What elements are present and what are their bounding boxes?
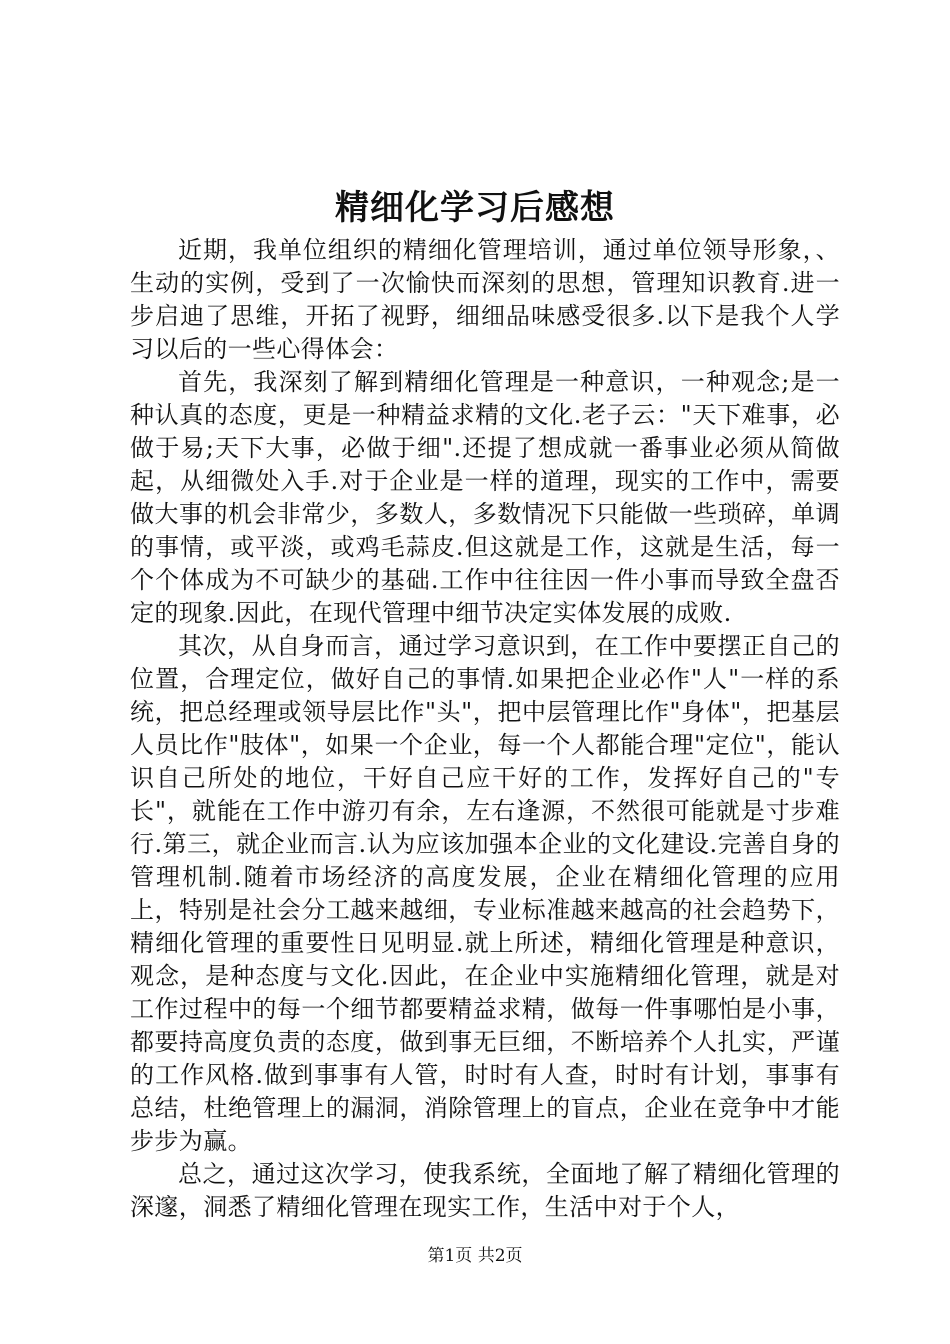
paragraph-first-point: 首先，我深刻了解到精细化管理是一种意识，一种观念;是一种认真的态度，更是一种精益求精的文化.老子云："天下难事，必做于易;天下大事，必做于细".还提了想成就一番事业必须从简做起，从细微处入手.对于企业是一样的道理，现实的工作中，需要做大事的机会非常少，多数人，多数情况下只能做一些琐碎，单调的事情，或平淡，或鸡毛蒜皮.但这就是工作，这就是生活，每一个个体成为不可缺少的基础.工作中往往因一件小事而导致全盘否定的现象.因此，在现代管理中细节决定实体发展的成败. bbox=[130, 368, 840, 627]
document-body bbox=[130, 234, 840, 1224]
paragraph-conclusion: 总之，通过这次学习，使我系统，全面地了解了精细化管理的深邃，洞悉了精细化管理在现实工作，生活中对于个人， bbox=[130, 1160, 840, 1221]
page-number-footer: 第1页 共2页 bbox=[427, 1246, 523, 1266]
document-title: 精细化学习后感想 bbox=[335, 188, 615, 228]
paragraph-intro: 近期，我单位组织的精细化管理培训，通过单位领导形象，、生动的实例，受到了一次愉快而深刻的思想，管理知识教育.进一步启迪了思维，开拓了视野，细细品味感受很多.以下是我个人学习以后的一些心得体会： bbox=[130, 236, 840, 363]
paragraph-second-point: 其次，从自身而言，通过学习意识到，在工作中要摆正自己的位置，合理定位，做好自己的事情.如果把企业必作"人"一样的系统，把总经理或领导层比作"头"，把中层管理比作"身体"，把基层人员比作"肢体"，如果一个企业，每一个人都能合理"定位"，能认识自己所处的地位，干好自己应干好的工作，发挥好自己的"专长"，就能在工作中游刃有余，左右逢源，不然很可能就是寸步难行.第三，就企业而言.认为应该加强本企业的文化建设.完善自身的管理机制.随着市场经济的高度发展，企业在精细化管理的应用上，特别是社会分工越来越细，专业标准越来越高的社会趋势下，精细化管理的重要性日见明显.就上所述，精细化管理是种意识，观念，是种态度与文化.因此，在企业中实施精细化管理，就是对工作过程中的每一个细节都要精益求精，做每一件事哪怕是小事，都要持高度负责的态度，做到事无巨细，不断培养个人扎实，严谨的工作风格.做到事事有人管，时时有人查，时时有计划，事事有总结，杜绝管理上的漏洞，消除管理上的盲点，企业在竞争中才能步步为赢。 bbox=[130, 632, 840, 1155]
